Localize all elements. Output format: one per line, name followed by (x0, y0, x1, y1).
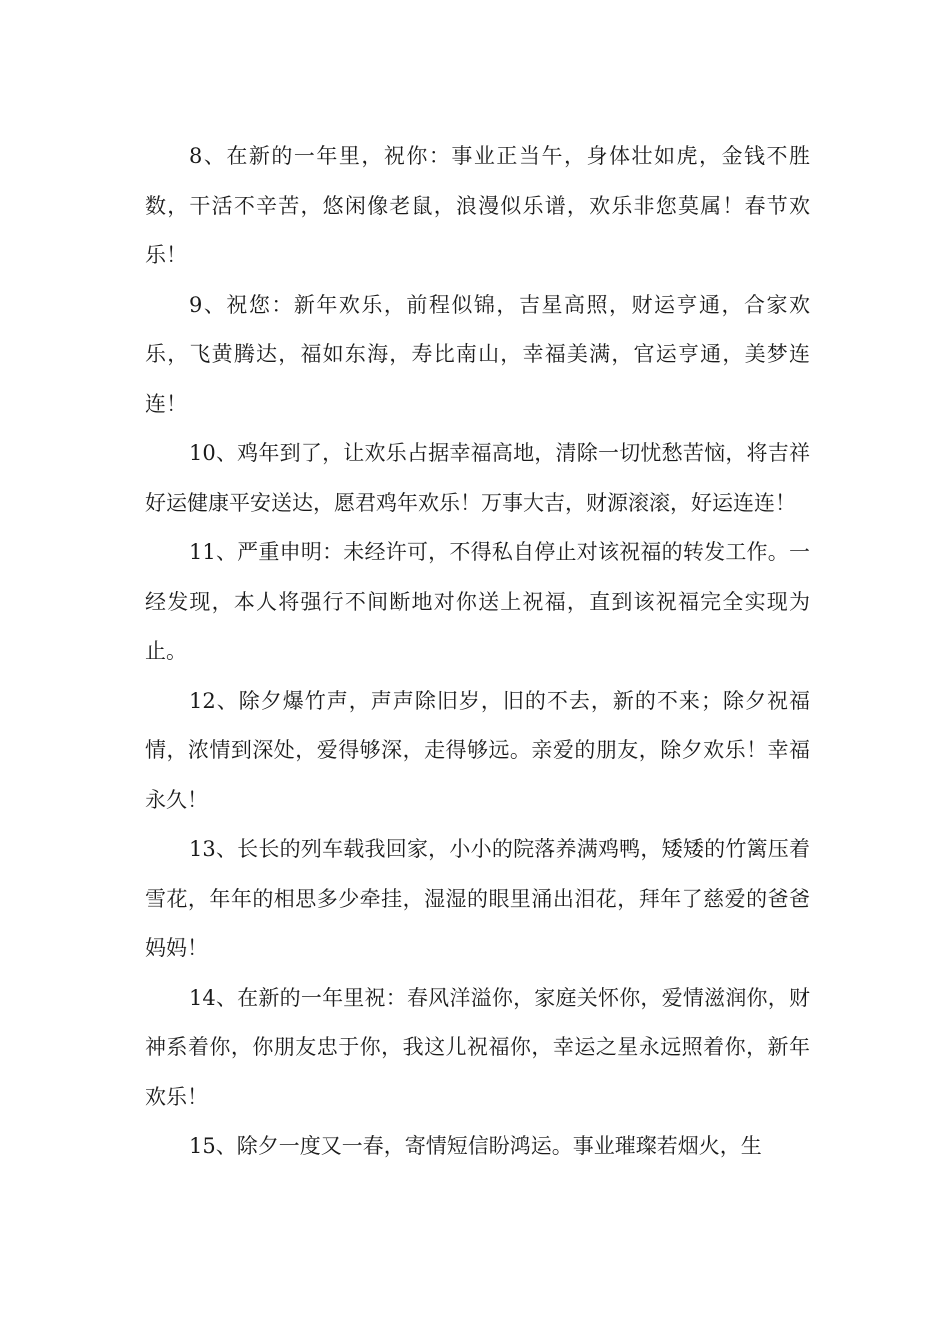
paragraph-15: 15、除夕一度又一春，寄情短信盼鸿运。事业璀璨若烟火，生 (189, 1134, 762, 1158)
paragraph-8: 8、在新的一年里，祝你：事业正当午，身体壮如虎，金钱不胜数，干活不辛苦，悠闲像老鼠，浪漫似乐谱，欢乐非您莫属！春节欢乐！ (145, 144, 810, 267)
paragraph-13: 13、长长的列车载我回家，小小的院落养满鸡鸭，矮矮的竹篱压着雪花，年年的相思多少牵挂，湿湿的眼里涌出泪花，拜年了慈爱的爸爸妈妈！ (145, 837, 810, 960)
paragraph-14: 14、在新的一年里祝：春风洋溢你，家庭关怀你，爱情滋润你，财神系着你，你朋友忠于你，我这儿祝福你，幸运之星永远照着你，新年欢乐！ (145, 985, 810, 1109)
paragraph-11: 11、严重申明：未经许可，不得私自停止对该祝福的转发工作。一经发现，本人将强行不间断地对你送上祝福，直到该祝福完全实现为止。 (145, 540, 810, 663)
paragraph-9: 9、祝您：新年欢乐，前程似锦，吉星高照，财运亨通，合家欢乐，飞黄腾达，福如东海，寿比南山，幸福美满，官运亨通，美梦连连！ (145, 292, 810, 416)
document-body (145, 132, 810, 1172)
paragraph-10: 10、鸡年到了，让欢乐占据幸福高地，清除一切忧愁苦恼，将吉祥好运健康平安送达，愿君鸡年欢乐！万事大吉，财源滚滚，好运连连！ (145, 441, 810, 515)
paragraph-12: 12、除夕爆竹声，声声除旧岁，旧的不去，新的不来；除夕祝福情，浓情到深处，爱得够深，走得够远。亲爱的朋友，除夕欢乐！幸福永久！ (145, 688, 810, 812)
